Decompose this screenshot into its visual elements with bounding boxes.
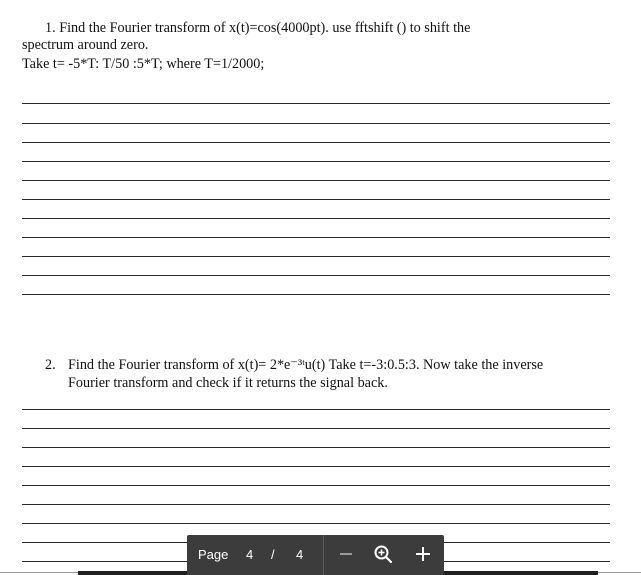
answer-line (22, 103, 610, 104)
question-2-line-1: Find the Fourier transform of x(t)= 2*e⁻³ᵗu(t) Take t=-3:0.5:3. Now take the inverse (68, 357, 544, 373)
question-1-line-2: spectrum around zero. (22, 37, 149, 53)
question-1-line-3: Take t= -5*T: T/50 :5*T; where T=1/2000; (22, 56, 265, 72)
answer-line (22, 523, 610, 524)
toolbar-divider (323, 535, 324, 575)
answer-line (22, 237, 610, 238)
page-separator: / (271, 547, 275, 562)
answer-line (22, 466, 610, 467)
answer-line (22, 504, 610, 505)
answer-line (22, 123, 610, 124)
question-2-line-2: Fourier transform and check if it returns the signal back. (68, 375, 388, 391)
answer-line (22, 218, 610, 219)
minus-icon (335, 543, 357, 565)
answer-line (22, 161, 610, 162)
answer-line (22, 180, 610, 181)
page-label: Page (198, 547, 229, 562)
current-page-number[interactable]: 4 (246, 547, 254, 562)
total-pages: 4 (296, 547, 304, 562)
zoom-fit-button[interactable] (372, 543, 394, 565)
plus-icon (412, 543, 434, 565)
pdf-page-toolbar (187, 535, 444, 575)
question-1-line-1: 1. Find the Fourier transform of x(t)=cos(4000pt). use fftshift () to shift the (45, 20, 471, 36)
zoom-out-button[interactable] (335, 543, 357, 565)
answer-line (22, 142, 610, 143)
answer-line (22, 275, 610, 276)
answer-line (22, 428, 610, 429)
zoom-in-button[interactable] (412, 543, 434, 565)
answer-line (22, 409, 610, 410)
answer-line (22, 294, 610, 295)
question-2-number: 2. (45, 357, 56, 373)
answer-line (22, 485, 610, 486)
magnifier-plus-icon (372, 543, 394, 565)
answer-line (22, 256, 610, 257)
answer-line (22, 199, 610, 200)
answer-line (22, 447, 610, 448)
